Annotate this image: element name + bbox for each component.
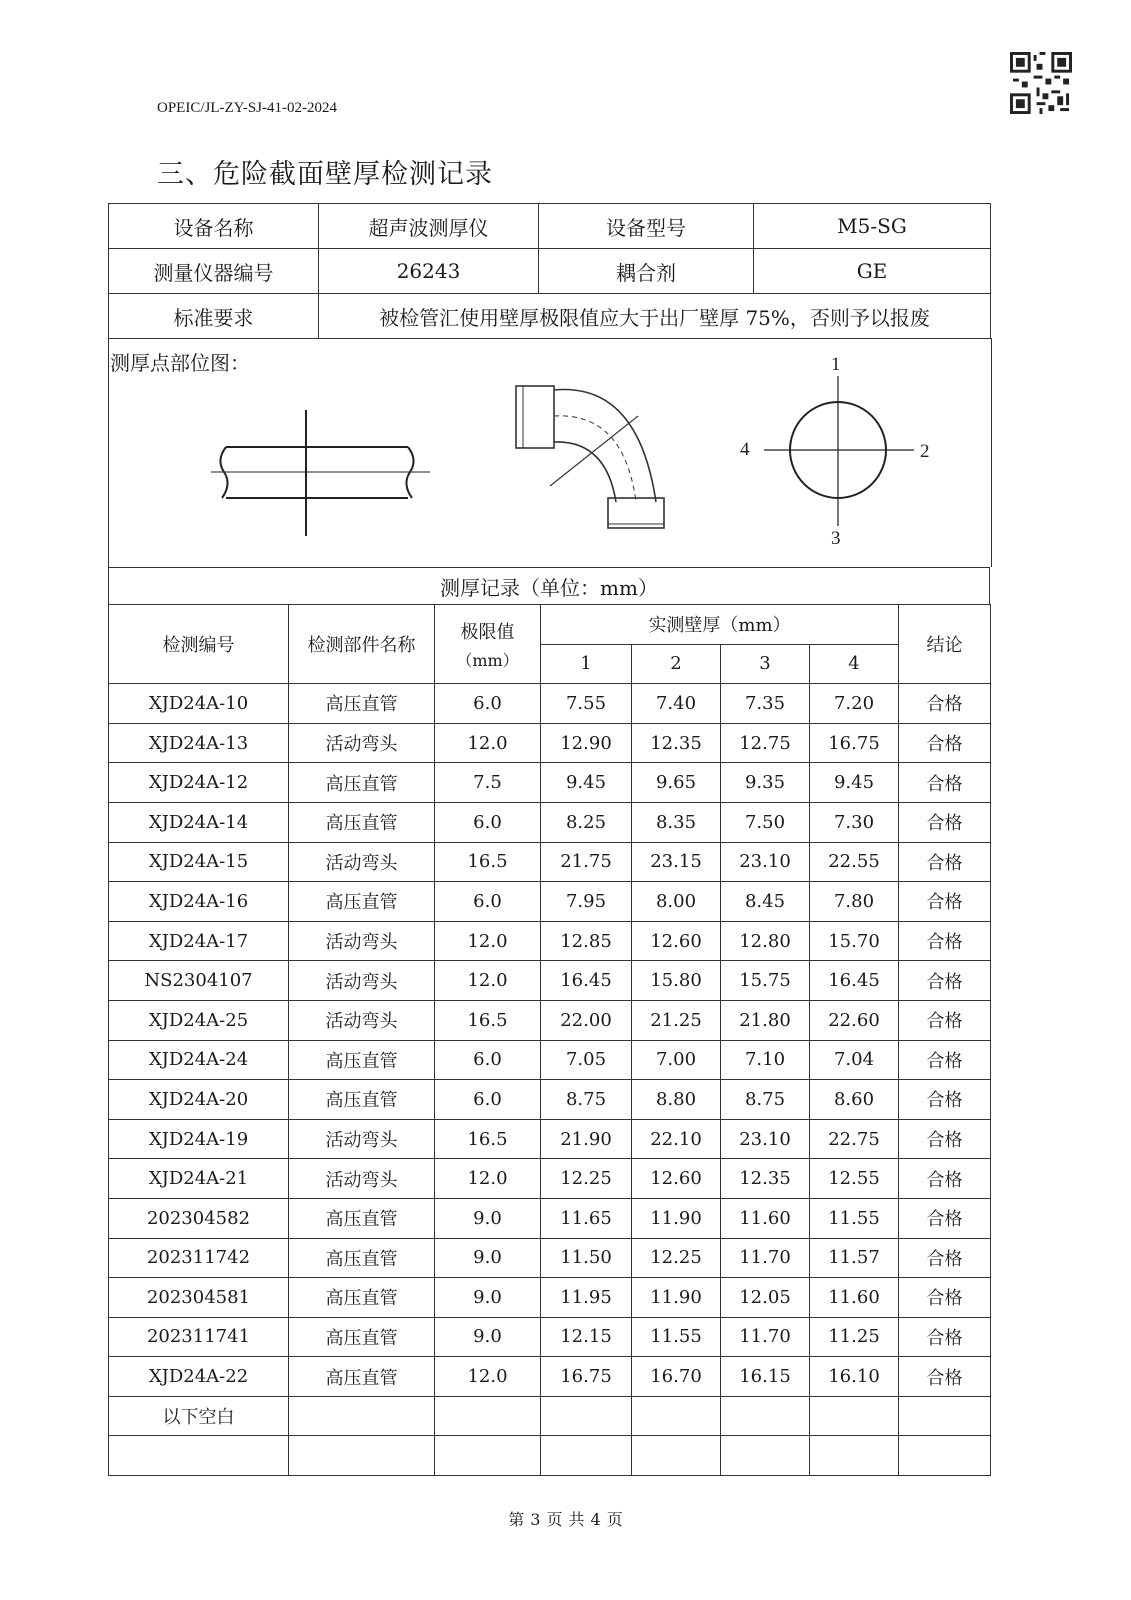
- cell-id: NS2304107: [109, 961, 289, 1001]
- cell-result: 合格: [899, 1000, 991, 1040]
- cell-point-3: 12.80: [721, 921, 810, 961]
- empty-cell: [289, 1396, 435, 1436]
- cell-id: XJD24A-22: [109, 1357, 289, 1397]
- header-point-2: 2: [632, 644, 721, 684]
- cell-limit: 9.0: [435, 1317, 541, 1357]
- cell-point-3: 15.75: [721, 961, 810, 1001]
- cell-point-2: 8.00: [632, 882, 721, 922]
- cell-id: 202311742: [109, 1238, 289, 1278]
- cell-point-2: 7.40: [632, 684, 721, 724]
- cell-point-4: 8.60: [810, 1080, 899, 1120]
- cell-point-1: 21.90: [541, 1119, 632, 1159]
- table-row: [109, 684, 991, 724]
- cell-point-1: 11.65: [541, 1198, 632, 1238]
- header-point-3: 3: [721, 644, 810, 684]
- table-row: [109, 1357, 991, 1397]
- cell-id: XJD24A-21: [109, 1159, 289, 1199]
- empty-row: [109, 1436, 991, 1476]
- table-row: [109, 842, 991, 882]
- cell-result: 合格: [899, 763, 991, 803]
- table-row: [109, 763, 991, 803]
- cell-point-2: 8.35: [632, 802, 721, 842]
- cell-limit: 9.0: [435, 1238, 541, 1278]
- cell-point-1: 12.85: [541, 921, 632, 961]
- cell-part: 活动弯头: [289, 1159, 435, 1199]
- cell-result: 合格: [899, 882, 991, 922]
- cell-point-4: 11.55: [810, 1198, 899, 1238]
- cell-point-1: 7.05: [541, 1040, 632, 1080]
- cell-part: 高压直管: [289, 1040, 435, 1080]
- page-title: 三、危险截面壁厚检测记录: [157, 159, 493, 190]
- cell-point-2: 16.70: [632, 1357, 721, 1397]
- cell-limit: 7.5: [435, 763, 541, 803]
- straight-pipe-drawing: [211, 410, 430, 536]
- record-caption: 测厚记录（单位：mm）: [108, 567, 990, 604]
- cell-point-4: 16.45: [810, 961, 899, 1001]
- cell-limit: 16.5: [435, 1119, 541, 1159]
- device-name-label: 设备名称: [109, 204, 319, 249]
- cell-point-3: 7.50: [721, 802, 810, 842]
- header-limit-unit: （mm）: [456, 650, 519, 670]
- cell-id: XJD24A-17: [109, 921, 289, 961]
- cell-part: 高压直管: [289, 802, 435, 842]
- empty-cell: [632, 1436, 721, 1476]
- table-row: [109, 723, 991, 763]
- cell-result: 合格: [899, 684, 991, 724]
- cell-point-2: 12.35: [632, 723, 721, 763]
- cell-id: XJD24A-12: [109, 763, 289, 803]
- cell-id: XJD24A-20: [109, 1080, 289, 1120]
- cell-limit: 6.0: [435, 882, 541, 922]
- table-row: [109, 1238, 991, 1278]
- cell-id: 202304582: [109, 1198, 289, 1238]
- cell-limit: 9.0: [435, 1278, 541, 1318]
- point-label-2: 2: [920, 441, 930, 462]
- cell-point-3: 8.45: [721, 882, 810, 922]
- diagram-label: 测厚点部位图：: [110, 351, 250, 375]
- cell-limit: 6.0: [435, 802, 541, 842]
- cell-part: 活动弯头: [289, 1000, 435, 1040]
- cell-limit: 12.0: [435, 1357, 541, 1397]
- cell-point-2: 23.15: [632, 842, 721, 882]
- thickness-record-table: [108, 604, 991, 1476]
- table-row: [109, 1198, 991, 1238]
- cell-part: 高压直管: [289, 684, 435, 724]
- cell-point-3: 12.75: [721, 723, 810, 763]
- cell-point-2: 9.65: [632, 763, 721, 803]
- blank-note-row: [109, 1396, 991, 1436]
- cell-point-3: 16.15: [721, 1357, 810, 1397]
- cell-point-2: 7.00: [632, 1040, 721, 1080]
- cell-part: 活动弯头: [289, 1119, 435, 1159]
- cell-part: 高压直管: [289, 1317, 435, 1357]
- cell-result: 合格: [899, 1238, 991, 1278]
- table-row: [109, 1159, 991, 1199]
- standard-value: 被检管汇使用壁厚极限值应大于出厂壁厚 75%，否则予以报废: [319, 294, 991, 339]
- cell-point-3: 23.10: [721, 842, 810, 882]
- cell-result: 合格: [899, 842, 991, 882]
- cell-point-3: 11.70: [721, 1317, 810, 1357]
- cell-id: XJD24A-13: [109, 723, 289, 763]
- cell-point-3: 12.35: [721, 1159, 810, 1199]
- cell-point-3: 11.60: [721, 1198, 810, 1238]
- cell-limit: 12.0: [435, 723, 541, 763]
- cell-point-2: 8.80: [632, 1080, 721, 1120]
- header-conclusion: 结论: [899, 605, 991, 684]
- cell-point-2: 11.90: [632, 1198, 721, 1238]
- cell-part: 高压直管: [289, 1357, 435, 1397]
- cell-part: 活动弯头: [289, 723, 435, 763]
- point-label-4: 4: [740, 439, 750, 460]
- header-id: 检测编号: [109, 605, 289, 684]
- standard-label: 标准要求: [109, 294, 319, 339]
- cell-point-2: 15.80: [632, 961, 721, 1001]
- header-point-1: 1: [541, 644, 632, 684]
- cell-result: 合格: [899, 1278, 991, 1318]
- cell-id: XJD24A-10: [109, 684, 289, 724]
- table-row: [109, 1080, 991, 1120]
- cell-point-3: 12.05: [721, 1278, 810, 1318]
- cell-result: 合格: [899, 1198, 991, 1238]
- table-row: [109, 1278, 991, 1318]
- cell-point-4: 7.20: [810, 684, 899, 724]
- cell-part: 高压直管: [289, 1278, 435, 1318]
- cell-point-1: 7.55: [541, 684, 632, 724]
- cell-point-2: 11.90: [632, 1278, 721, 1318]
- cell-id: XJD24A-15: [109, 842, 289, 882]
- empty-cell: [721, 1436, 810, 1476]
- cell-result: 合格: [899, 723, 991, 763]
- document-number: OPEIC/JL-ZY-SJ-41-02-2024: [157, 100, 337, 116]
- footer-total: 4: [590, 1510, 601, 1529]
- empty-cell: [435, 1396, 541, 1436]
- cell-limit: 6.0: [435, 1080, 541, 1120]
- header-point-4: 4: [810, 644, 899, 684]
- cell-point-4: 16.75: [810, 723, 899, 763]
- cell-point-4: 7.30: [810, 802, 899, 842]
- cell-point-4: 16.10: [810, 1357, 899, 1397]
- cell-point-2: 12.25: [632, 1238, 721, 1278]
- empty-cell: [721, 1396, 810, 1436]
- cell-id: XJD24A-19: [109, 1119, 289, 1159]
- empty-cell: [810, 1396, 899, 1436]
- empty-cell: [289, 1436, 435, 1476]
- cell-part: 高压直管: [289, 882, 435, 922]
- elbow-drawing: [516, 386, 664, 528]
- cell-point-4: 22.55: [810, 842, 899, 882]
- table-row: [109, 1000, 991, 1040]
- cell-result: 合格: [899, 1040, 991, 1080]
- table-row: [109, 1119, 991, 1159]
- cell-point-2: 11.55: [632, 1317, 721, 1357]
- point-label-1: 1: [831, 354, 841, 375]
- footer-text-a: 第: [508, 1510, 525, 1529]
- cell-point-1: 9.45: [541, 763, 632, 803]
- cell-part: 高压直管: [289, 1238, 435, 1278]
- table-row: [109, 802, 991, 842]
- cell-limit: 12.0: [435, 961, 541, 1001]
- cell-point-4: 12.55: [810, 1159, 899, 1199]
- cell-result: 合格: [899, 1317, 991, 1357]
- device-name-value: 超声波测厚仪: [319, 204, 539, 249]
- cell-result: 合格: [899, 921, 991, 961]
- cell-result: 合格: [899, 961, 991, 1001]
- header-limit-label: 极限值: [460, 621, 515, 643]
- cell-result: 合格: [899, 802, 991, 842]
- cell-part: 高压直管: [289, 1198, 435, 1238]
- cell-id: 202304581: [109, 1278, 289, 1318]
- cell-limit: 16.5: [435, 842, 541, 882]
- cell-point-3: 7.35: [721, 684, 810, 724]
- couplant-label: 耦合剂: [539, 249, 754, 294]
- cell-point-1: 22.00: [541, 1000, 632, 1040]
- cell-point-1: 8.75: [541, 1080, 632, 1120]
- cell-limit: 12.0: [435, 921, 541, 961]
- cell-point-2: 21.25: [632, 1000, 721, 1040]
- cell-limit: 9.0: [435, 1198, 541, 1238]
- cell-id: XJD24A-14: [109, 802, 289, 842]
- cell-limit: 6.0: [435, 1040, 541, 1080]
- cell-point-1: 21.75: [541, 842, 632, 882]
- cell-point-3: 21.80: [721, 1000, 810, 1040]
- table-row: [109, 1040, 991, 1080]
- cell-point-3: 8.75: [721, 1080, 810, 1120]
- empty-cell: [899, 1436, 991, 1476]
- empty-cell: [435, 1436, 541, 1476]
- page-footer: [0, 1507, 1131, 1530]
- blank-note: 以下空白: [109, 1396, 289, 1436]
- cell-point-3: 23.10: [721, 1119, 810, 1159]
- cell-part: 活动弯头: [289, 842, 435, 882]
- cell-point-4: 15.70: [810, 921, 899, 961]
- footer-text-c: 共: [568, 1510, 585, 1529]
- cell-part: 活动弯头: [289, 961, 435, 1001]
- cell-point-1: 16.45: [541, 961, 632, 1001]
- cell-point-4: 22.60: [810, 1000, 899, 1040]
- cell-id: XJD24A-16: [109, 882, 289, 922]
- measurement-diagram: [108, 338, 990, 567]
- table-row: [109, 961, 991, 1001]
- cell-point-1: 7.95: [541, 882, 632, 922]
- cell-point-4: 7.80: [810, 882, 899, 922]
- cell-point-4: 7.04: [810, 1040, 899, 1080]
- cell-point-4: 9.45: [810, 763, 899, 803]
- couplant-value: GE: [754, 249, 991, 294]
- cell-limit: 12.0: [435, 1159, 541, 1199]
- table-row: [109, 1317, 991, 1357]
- cell-point-4: 11.57: [810, 1238, 899, 1278]
- empty-cell: [541, 1396, 632, 1436]
- header-measured: 实测壁厚（mm）: [541, 605, 899, 645]
- empty-cell: [632, 1396, 721, 1436]
- cell-point-4: 22.75: [810, 1119, 899, 1159]
- cell-point-1: 11.50: [541, 1238, 632, 1278]
- instrument-no-value: 26243: [319, 249, 539, 294]
- cross-section-drawing: [764, 376, 914, 526]
- cell-point-1: 8.25: [541, 802, 632, 842]
- cell-point-1: 12.90: [541, 723, 632, 763]
- cell-part: 高压直管: [289, 763, 435, 803]
- cell-point-3: 11.70: [721, 1238, 810, 1278]
- cell-part: 高压直管: [289, 1080, 435, 1120]
- cell-result: 合格: [899, 1357, 991, 1397]
- cell-limit: 16.5: [435, 1000, 541, 1040]
- cell-point-1: 16.75: [541, 1357, 632, 1397]
- cell-point-4: 11.25: [810, 1317, 899, 1357]
- cell-point-1: 12.25: [541, 1159, 632, 1199]
- footer-text-d: 页: [606, 1510, 623, 1529]
- cell-id: 202311741: [109, 1317, 289, 1357]
- cell-point-2: 12.60: [632, 921, 721, 961]
- equipment-info-table: [108, 203, 991, 339]
- device-model-label: 设备型号: [539, 204, 754, 249]
- empty-cell: [899, 1396, 991, 1436]
- qr-code-icon: [1010, 52, 1072, 114]
- cell-result: 合格: [899, 1119, 991, 1159]
- empty-cell: [541, 1436, 632, 1476]
- empty-cell: [810, 1436, 899, 1476]
- cell-point-3: 9.35: [721, 763, 810, 803]
- header-limit: [435, 605, 541, 684]
- point-label-3: 3: [831, 528, 841, 549]
- cell-part: 活动弯头: [289, 921, 435, 961]
- cell-limit: 6.0: [435, 684, 541, 724]
- empty-cell: [109, 1436, 289, 1476]
- cell-point-2: 22.10: [632, 1119, 721, 1159]
- cell-point-3: 7.10: [721, 1040, 810, 1080]
- cell-id: XJD24A-25: [109, 1000, 289, 1040]
- cell-id: XJD24A-24: [109, 1040, 289, 1080]
- cell-point-4: 11.60: [810, 1278, 899, 1318]
- table-row: [109, 921, 991, 961]
- device-model-value: M5-SG: [754, 204, 991, 249]
- cell-point-1: 12.15: [541, 1317, 632, 1357]
- cell-point-1: 11.95: [541, 1278, 632, 1318]
- cell-result: 合格: [899, 1080, 991, 1120]
- cell-point-2: 12.60: [632, 1159, 721, 1199]
- table-row: [109, 882, 991, 922]
- footer-page: 3: [530, 1510, 541, 1529]
- cell-result: 合格: [899, 1159, 991, 1199]
- footer-text-b: 页: [546, 1510, 563, 1529]
- instrument-no-label: 测量仪器编号: [109, 249, 319, 294]
- header-part: 检测部件名称: [289, 605, 435, 684]
